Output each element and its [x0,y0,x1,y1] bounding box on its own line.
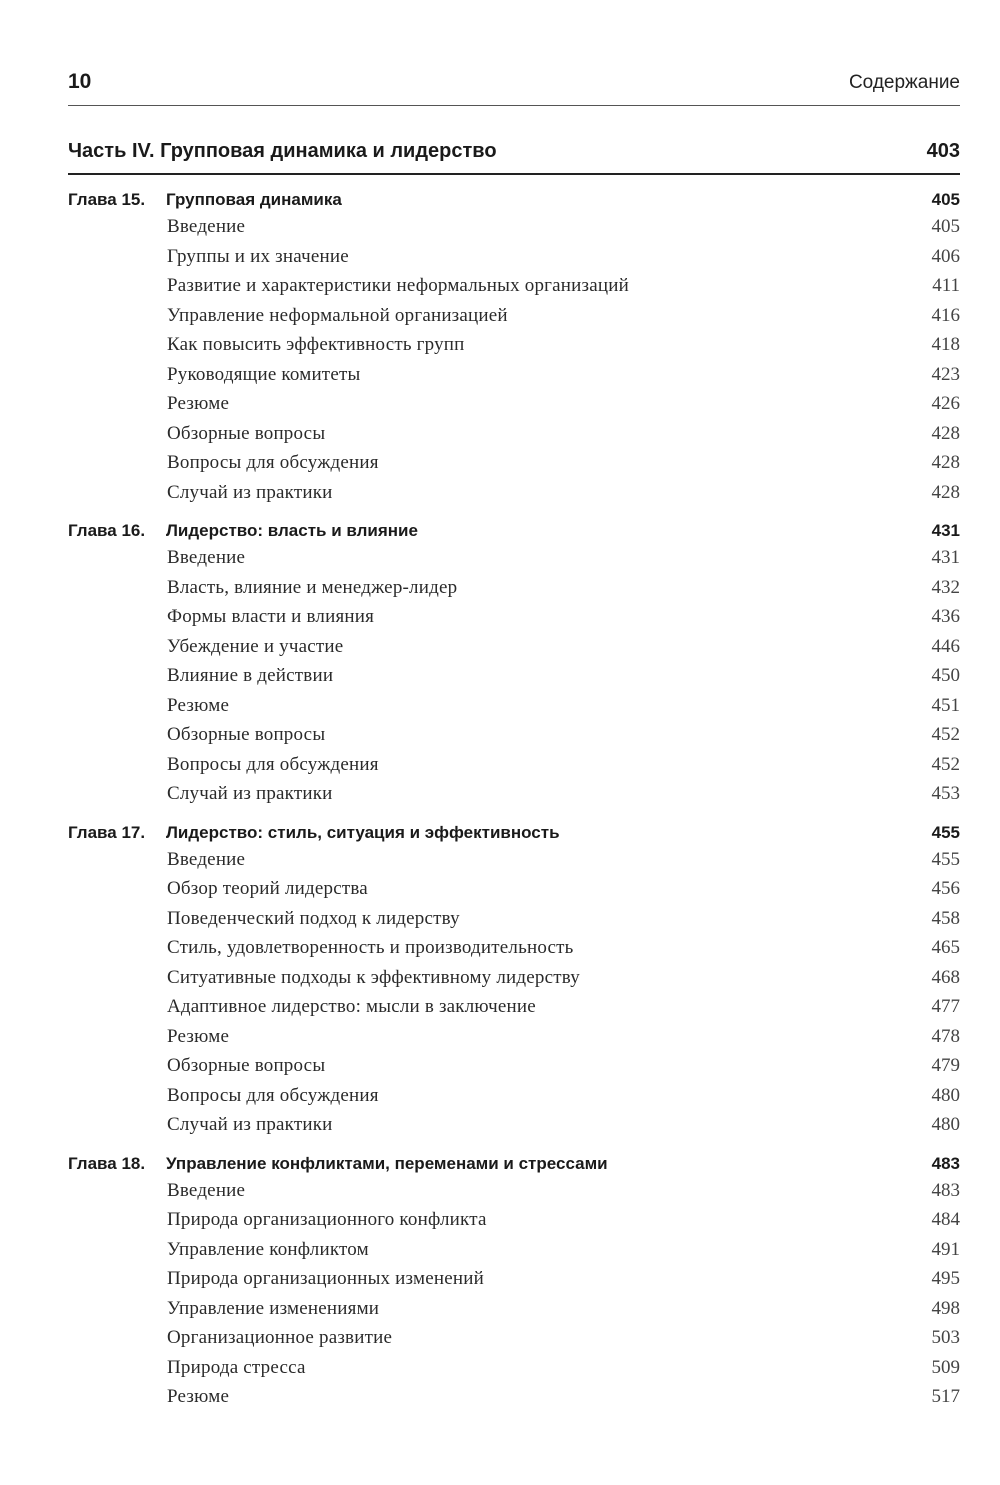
section-title: Обзорные вопросы [167,422,326,444]
section-entry [68,781,960,811]
section-page-number: 450 [931,665,960,686]
section-page-number: 491 [931,1238,960,1260]
section-title: Власть, влияние и менеджер-лидер [167,576,458,598]
chapter-page-number: 431 [931,521,960,540]
chapter-page-number: 483 [931,1153,960,1173]
chapter-label: Глава 18. [68,1153,146,1173]
section-title: Организационное развитие [167,1327,393,1348]
section-page-number: 479 [931,1055,960,1076]
section-title: Вопросы для обсуждения [167,753,379,775]
section-entry [68,421,960,451]
section-title: Природа организационных изменений [167,1268,484,1289]
section-title: Поведенческий подход к лидерству [167,907,460,929]
section-entry [68,480,960,510]
section-entry [68,1207,960,1237]
section-title: Управление неформальной организацией [167,304,508,326]
table-of-contents [68,178,960,1414]
section-title: Природа организационного конфликта [167,1209,487,1230]
section-entry [68,604,960,634]
chapter-title: Групповая динамика [166,190,342,209]
section-entry [68,965,960,995]
chapter-page-number: 405 [931,190,960,209]
section-title: Природа стресса [167,1356,306,1378]
section-page-number: 483 [931,1179,960,1201]
section-title: Ситуативные подходы к эффективному лидерству [167,966,580,988]
section-title: Формы власти и влияния [167,606,375,627]
section-title: Убеждение и участие [167,635,344,657]
section-title: Случай из практики [167,1114,333,1135]
section-page-number: 428 [931,452,960,473]
section-page-number: 478 [931,1025,960,1047]
section-entry [68,391,960,421]
section-entry [68,545,960,575]
chapter-heading [68,811,960,847]
chapter-entry [68,178,960,509]
section-entry [68,876,960,906]
section-title: Вопросы для обсуждения [167,1084,379,1106]
chapter-label: Глава 15. [68,190,146,209]
section-entry [68,1384,960,1414]
section-entry [68,1053,960,1083]
running-head [68,70,960,100]
section-entry [68,994,960,1024]
section-title: Руководящие комитеты [167,363,361,385]
section-entry [68,1178,960,1208]
section-entry [68,1112,960,1142]
section-title: Стиль, удовлетворенность и производительность [167,937,574,958]
section-entry [68,1237,960,1267]
section-page-number: 416 [931,304,960,326]
section-page-number: 453 [931,783,960,804]
section-entry [68,1083,960,1113]
section-title: Группы и их значение [167,245,349,267]
chapter-title: Лидерство: стиль, ситуация и эффективность [166,822,560,842]
section-title: Управление конфликтом [167,1238,369,1260]
section-entry [68,722,960,752]
section-page-number: 405 [931,216,960,237]
section-title: Случай из практики [167,783,333,804]
section-entry [68,663,960,693]
section-entry [68,362,960,392]
section-page-number: 451 [931,694,960,716]
section-entry [68,935,960,965]
section-title: Адаптивное лидерство: мысли в заключение [167,996,536,1017]
section-title: Введение [167,1179,246,1201]
section-title: Управление изменениями [167,1297,380,1319]
chapter-heading [68,178,960,214]
section-page-number: 517 [931,1386,960,1407]
section-title: Развитие и характеристики неформальных организаций [167,275,629,296]
section-title: Обзорные вопросы [167,1055,326,1076]
section-entry [68,1266,960,1296]
section-title: Резюме [167,694,230,716]
section-page-number: 480 [931,1114,960,1135]
section-entry [68,273,960,303]
section-entry [68,693,960,723]
chapter-title: Управление конфликтами, переменами и стрессами [166,1153,608,1173]
part-title: Часть IV. Групповая динамика и лидерство [68,140,497,162]
section-page-number: 446 [931,635,960,657]
section-page-number: 480 [931,1084,960,1106]
section-title: Резюме [167,393,230,414]
section-entry [68,332,960,362]
section-entry [68,634,960,664]
section-entry [68,450,960,480]
section-title: Обзор теорий лидерства [167,878,368,899]
section-title: Влияние в действии [167,665,334,686]
section-page-number: 406 [931,245,960,267]
section-page-number: 418 [931,334,960,355]
chapter-page-number: 455 [931,822,960,842]
section-entry [68,575,960,605]
section-page-number: 411 [932,275,960,296]
section-page-number: 495 [931,1268,960,1289]
section-page-number: 432 [931,576,960,598]
section-page-number: 468 [931,966,960,988]
chapter-heading [68,1142,960,1178]
section-entry [68,1355,960,1385]
chapter-label: Глава 16. [68,521,146,540]
section-page-number: 423 [931,363,960,385]
part-heading [68,140,960,170]
page-number: 10 [68,70,92,93]
chapter-entry [68,509,960,811]
section-entry [68,1296,960,1326]
section-entry [68,906,960,936]
section-page-number: 509 [931,1356,960,1378]
section-title: Обзорные вопросы [167,724,326,745]
section-entry [68,244,960,274]
section-entry [68,1325,960,1355]
section-entry [68,214,960,244]
chapter-title: Лидерство: власть и влияние [166,521,418,540]
header-divider [68,105,960,106]
section-page-number: 456 [931,878,960,899]
section-entry [68,752,960,782]
section-title: Введение [167,216,246,237]
section-page-number: 503 [931,1327,960,1348]
section-title: Введение [167,848,246,870]
chapter-heading [68,509,960,545]
section-title: Как повысить эффективность групп [167,334,465,355]
section-entry [68,1024,960,1054]
part-page-number: 403 [926,140,960,162]
chapter-label: Глава 17. [68,822,146,842]
chapter-entry [68,811,960,1142]
section-title: Введение [167,547,246,568]
section-page-number: 477 [931,996,960,1017]
section-page-number: 431 [931,547,960,568]
section-page-number: 436 [931,606,960,627]
section-title: Резюме [167,1025,230,1047]
section-title: Резюме [167,1386,230,1407]
section-entry [68,303,960,333]
section-page-number: 455 [931,848,960,870]
section-page-number: 452 [931,753,960,775]
section-page-number: 465 [931,937,960,958]
section-entry [68,847,960,877]
section-title: Случай из практики [167,481,333,503]
section-page-number: 484 [931,1209,960,1230]
section-page-number: 458 [931,907,960,929]
section-page-number: 426 [931,393,960,414]
section-page-number: 452 [931,724,960,745]
section-page-number: 498 [931,1297,960,1319]
section-page-number: 428 [931,422,960,444]
section-title: Вопросы для обсуждения [167,452,379,473]
chapter-entry [68,1142,960,1414]
section-page-number: 428 [931,481,960,503]
part-divider [68,173,960,175]
running-title: Содержание [848,72,960,93]
